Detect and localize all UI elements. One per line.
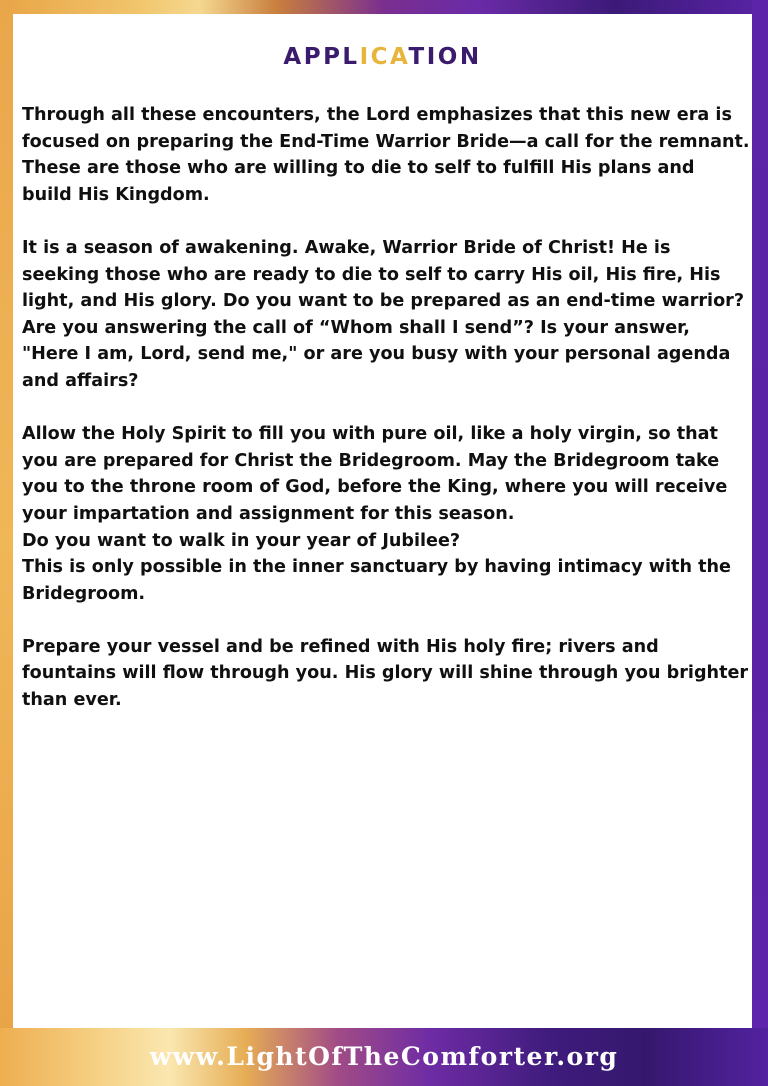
- paragraph-4: Do you want to walk in your year of Jubilee?: [22, 530, 461, 551]
- content-card: [13, 14, 752, 1028]
- right-border: [752, 0, 768, 1086]
- paragraph-3: Allow the Holy Spirit to fill you with pure oil, like a holy virgin, so that you are prepared for Christ the Bridegroom. May the Bridegroom take you to the throne room of God, before the King, where you will receive your impartation and assignment for this season.: [22, 424, 728, 524]
- paragraph-1: Through all these encounters, the Lord emphasizes that this new era is focused on preparing the End-Time Warrior Bride—a call for the remnant. These are those who are willing to die to self to fulfill His plans and build His Kingdom.: [22, 105, 750, 205]
- paragraph-6: Prepare your vessel and be refined with His holy fire; rivers and fountains will flow through you. His glory will shine through you brighter than ever.: [22, 636, 749, 711]
- top-border: [0, 0, 768, 14]
- title-part-3: TION: [408, 44, 482, 70]
- article-body: [22, 102, 750, 740]
- paragraph-5: This is only possible in the inner sanctuary by having intimacy with the Bridegroom.: [22, 557, 731, 604]
- footer-banner: [0, 1028, 768, 1086]
- paragraph-2: It is a season of awakening. Awake, Warrior Bride of Christ! He is seeking those who are ready to die to self to carry His oil, His fire, His light, and His glory. Do you want to be prepared as an end-time warrior? Are you answering the call of “Whom shall I send”? Is your answer, "Here I am, Lord, send me," or are you busy with your personal agenda and affairs?: [22, 237, 745, 391]
- title-part-2: ICA: [359, 44, 409, 70]
- website-url[interactable]: www.LightOfTheComforter.org: [149, 1042, 619, 1071]
- left-border: [0, 0, 13, 1086]
- page-title: [13, 44, 752, 70]
- title-part-1: APPL: [283, 44, 360, 70]
